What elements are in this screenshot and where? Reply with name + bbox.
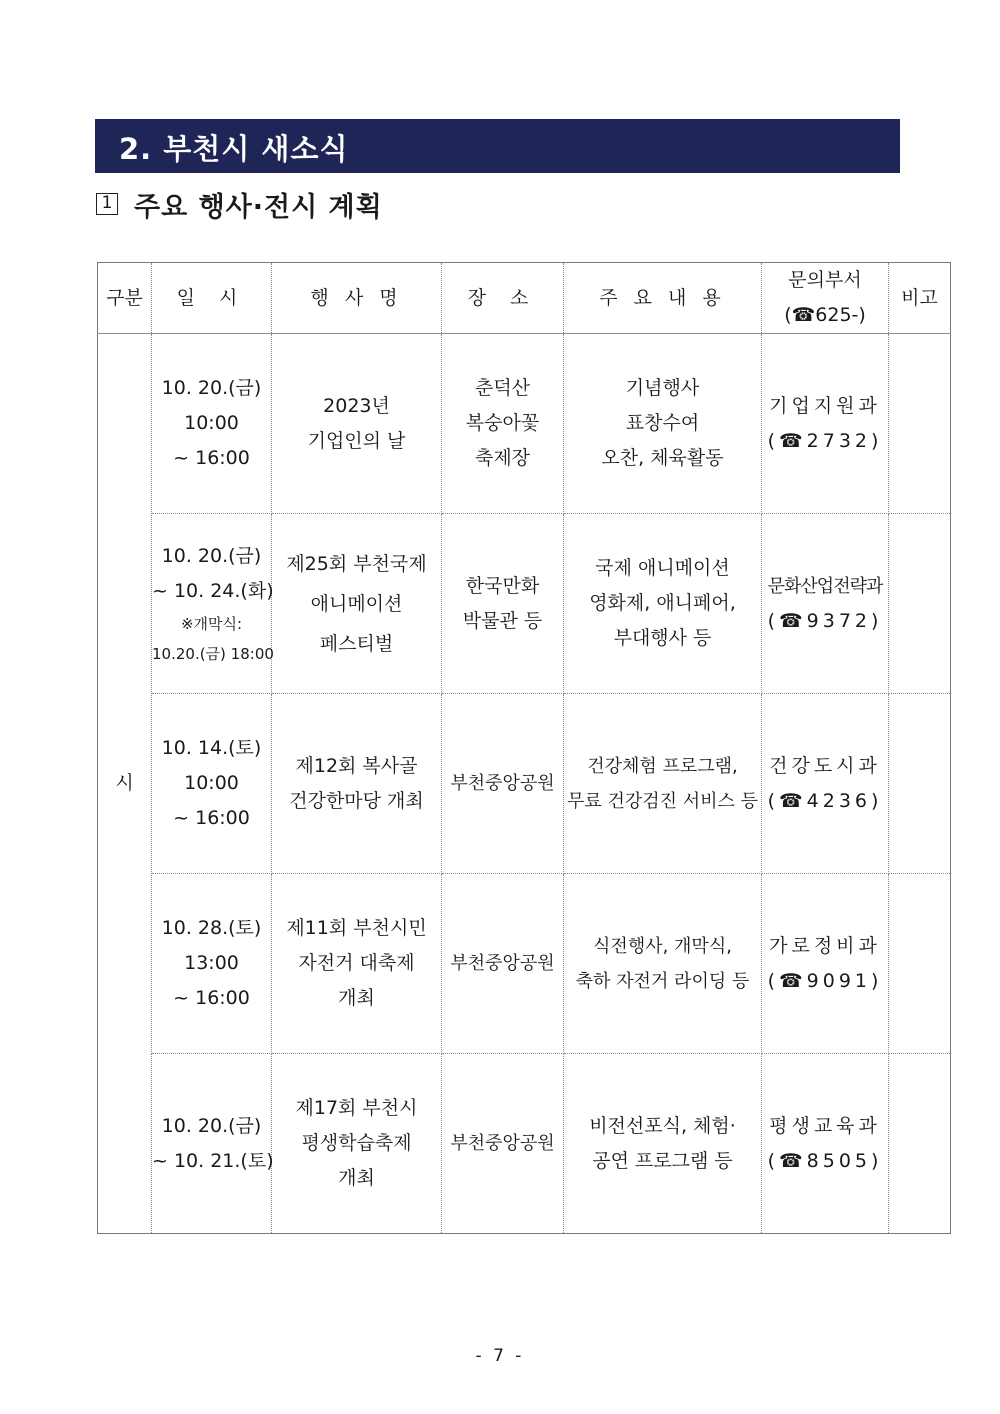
dept-cell <box>762 874 889 1054</box>
date-cell: 10. 14.(토) 10:00 ~ 16:00 <box>152 694 272 874</box>
category-cell: 시 <box>98 334 152 1234</box>
dept-cell <box>762 1054 889 1234</box>
content-cell: 국제 애니메이션 영화제, 애니페어, 부대행사 등 <box>564 514 762 694</box>
note-cell <box>889 694 951 874</box>
header-content: 주 요 내 용 <box>564 263 762 334</box>
header-dept-label: 문의부서 <box>788 269 862 291</box>
section-heading <box>96 186 383 222</box>
dept-cell <box>762 514 889 694</box>
dept-name: 건강도시과 <box>769 754 881 777</box>
event-schedule-table <box>97 262 951 1234</box>
event-cell: 2023년 기업인의 날 <box>272 334 442 514</box>
note-cell <box>889 1054 951 1234</box>
header-event: 행 사 명 <box>272 263 442 334</box>
table-row <box>98 334 951 514</box>
dept-phone: (☎8505) <box>767 1149 883 1172</box>
table-row <box>98 874 951 1054</box>
event-cell: 제12회 복사골 건강한마당 개최 <box>272 694 442 874</box>
page-number: - 7 - <box>475 1346 525 1366</box>
note-cell <box>889 514 951 694</box>
table-row <box>98 694 951 874</box>
header-category: 구분 <box>98 263 152 334</box>
place-cell: 부천중앙공원 <box>442 874 564 1054</box>
content-cell: 비전선포식, 체험· 공연 프로그램 등 <box>564 1054 762 1234</box>
dept-cell <box>762 694 889 874</box>
table-row <box>98 1054 951 1234</box>
date-cell: 10. 28.(토) 13:00 ~ 16:00 <box>152 874 272 1054</box>
event-cell: 제11회 부천시민 자전거 대축제 개최 <box>272 874 442 1054</box>
header-date: 일 시 <box>152 263 272 334</box>
dept-name: 기업지원과 <box>769 394 881 417</box>
date-cell: 10. 20.(금) ~ 10. 21.(토) <box>152 1054 272 1234</box>
header-dept <box>762 263 889 334</box>
table-row <box>98 514 951 694</box>
dept-phone: (☎2732) <box>767 429 883 452</box>
dept-name: 평생교육과 <box>769 1114 881 1137</box>
header-note: 비고 <box>889 263 951 334</box>
content-cell: 건강체험 프로그램, 무료 건강검진 서비스 등 <box>564 694 762 874</box>
header-place: 장 소 <box>442 263 564 334</box>
note-cell <box>889 874 951 1054</box>
event-cell: 제17회 부천시 평생학습축제 개최 <box>272 1054 442 1234</box>
header-dept-phone: (☎625-) <box>784 304 866 326</box>
content-cell: 기념행사 표창수여 오찬, 체육활동 <box>564 334 762 514</box>
event-cell: 제25회 부천국제 애니메이션 페스티벌 <box>272 514 442 694</box>
place-cell: 부천중앙공원 <box>442 1054 564 1234</box>
dept-phone: (☎9372) <box>767 609 883 632</box>
dept-name: 가로정비과 <box>769 934 881 957</box>
place-cell: 한국만화 박물관 등 <box>442 514 564 694</box>
place-cell: 춘덕산 복숭아꽃 축제장 <box>442 334 564 514</box>
dept-cell <box>762 334 889 514</box>
dept-phone: (☎9091) <box>767 969 883 992</box>
banner-title: 2. 부천시 새소식 <box>119 132 349 166</box>
section-title: 주요 행사·전시 계획 <box>134 191 383 223</box>
note-cell <box>889 334 951 514</box>
section-number: 1 <box>96 193 118 215</box>
content-cell: 식전행사, 개막식, 축하 자전거 라이딩 등 <box>564 874 762 1054</box>
section-banner <box>95 119 900 173</box>
dept-name: 문화산업전략과 <box>767 575 883 597</box>
place-cell: 부천중앙공원 <box>442 694 564 874</box>
date-cell: 10. 20.(금) 10:00 ~ 16:00 <box>152 334 272 514</box>
dept-phone: (☎4236) <box>767 789 883 812</box>
table-header-row <box>98 263 951 334</box>
date-cell: 10. 20.(금) ~ 10. 24.(화) ※개막식: 10.20.(금) 18:00 <box>152 514 272 694</box>
